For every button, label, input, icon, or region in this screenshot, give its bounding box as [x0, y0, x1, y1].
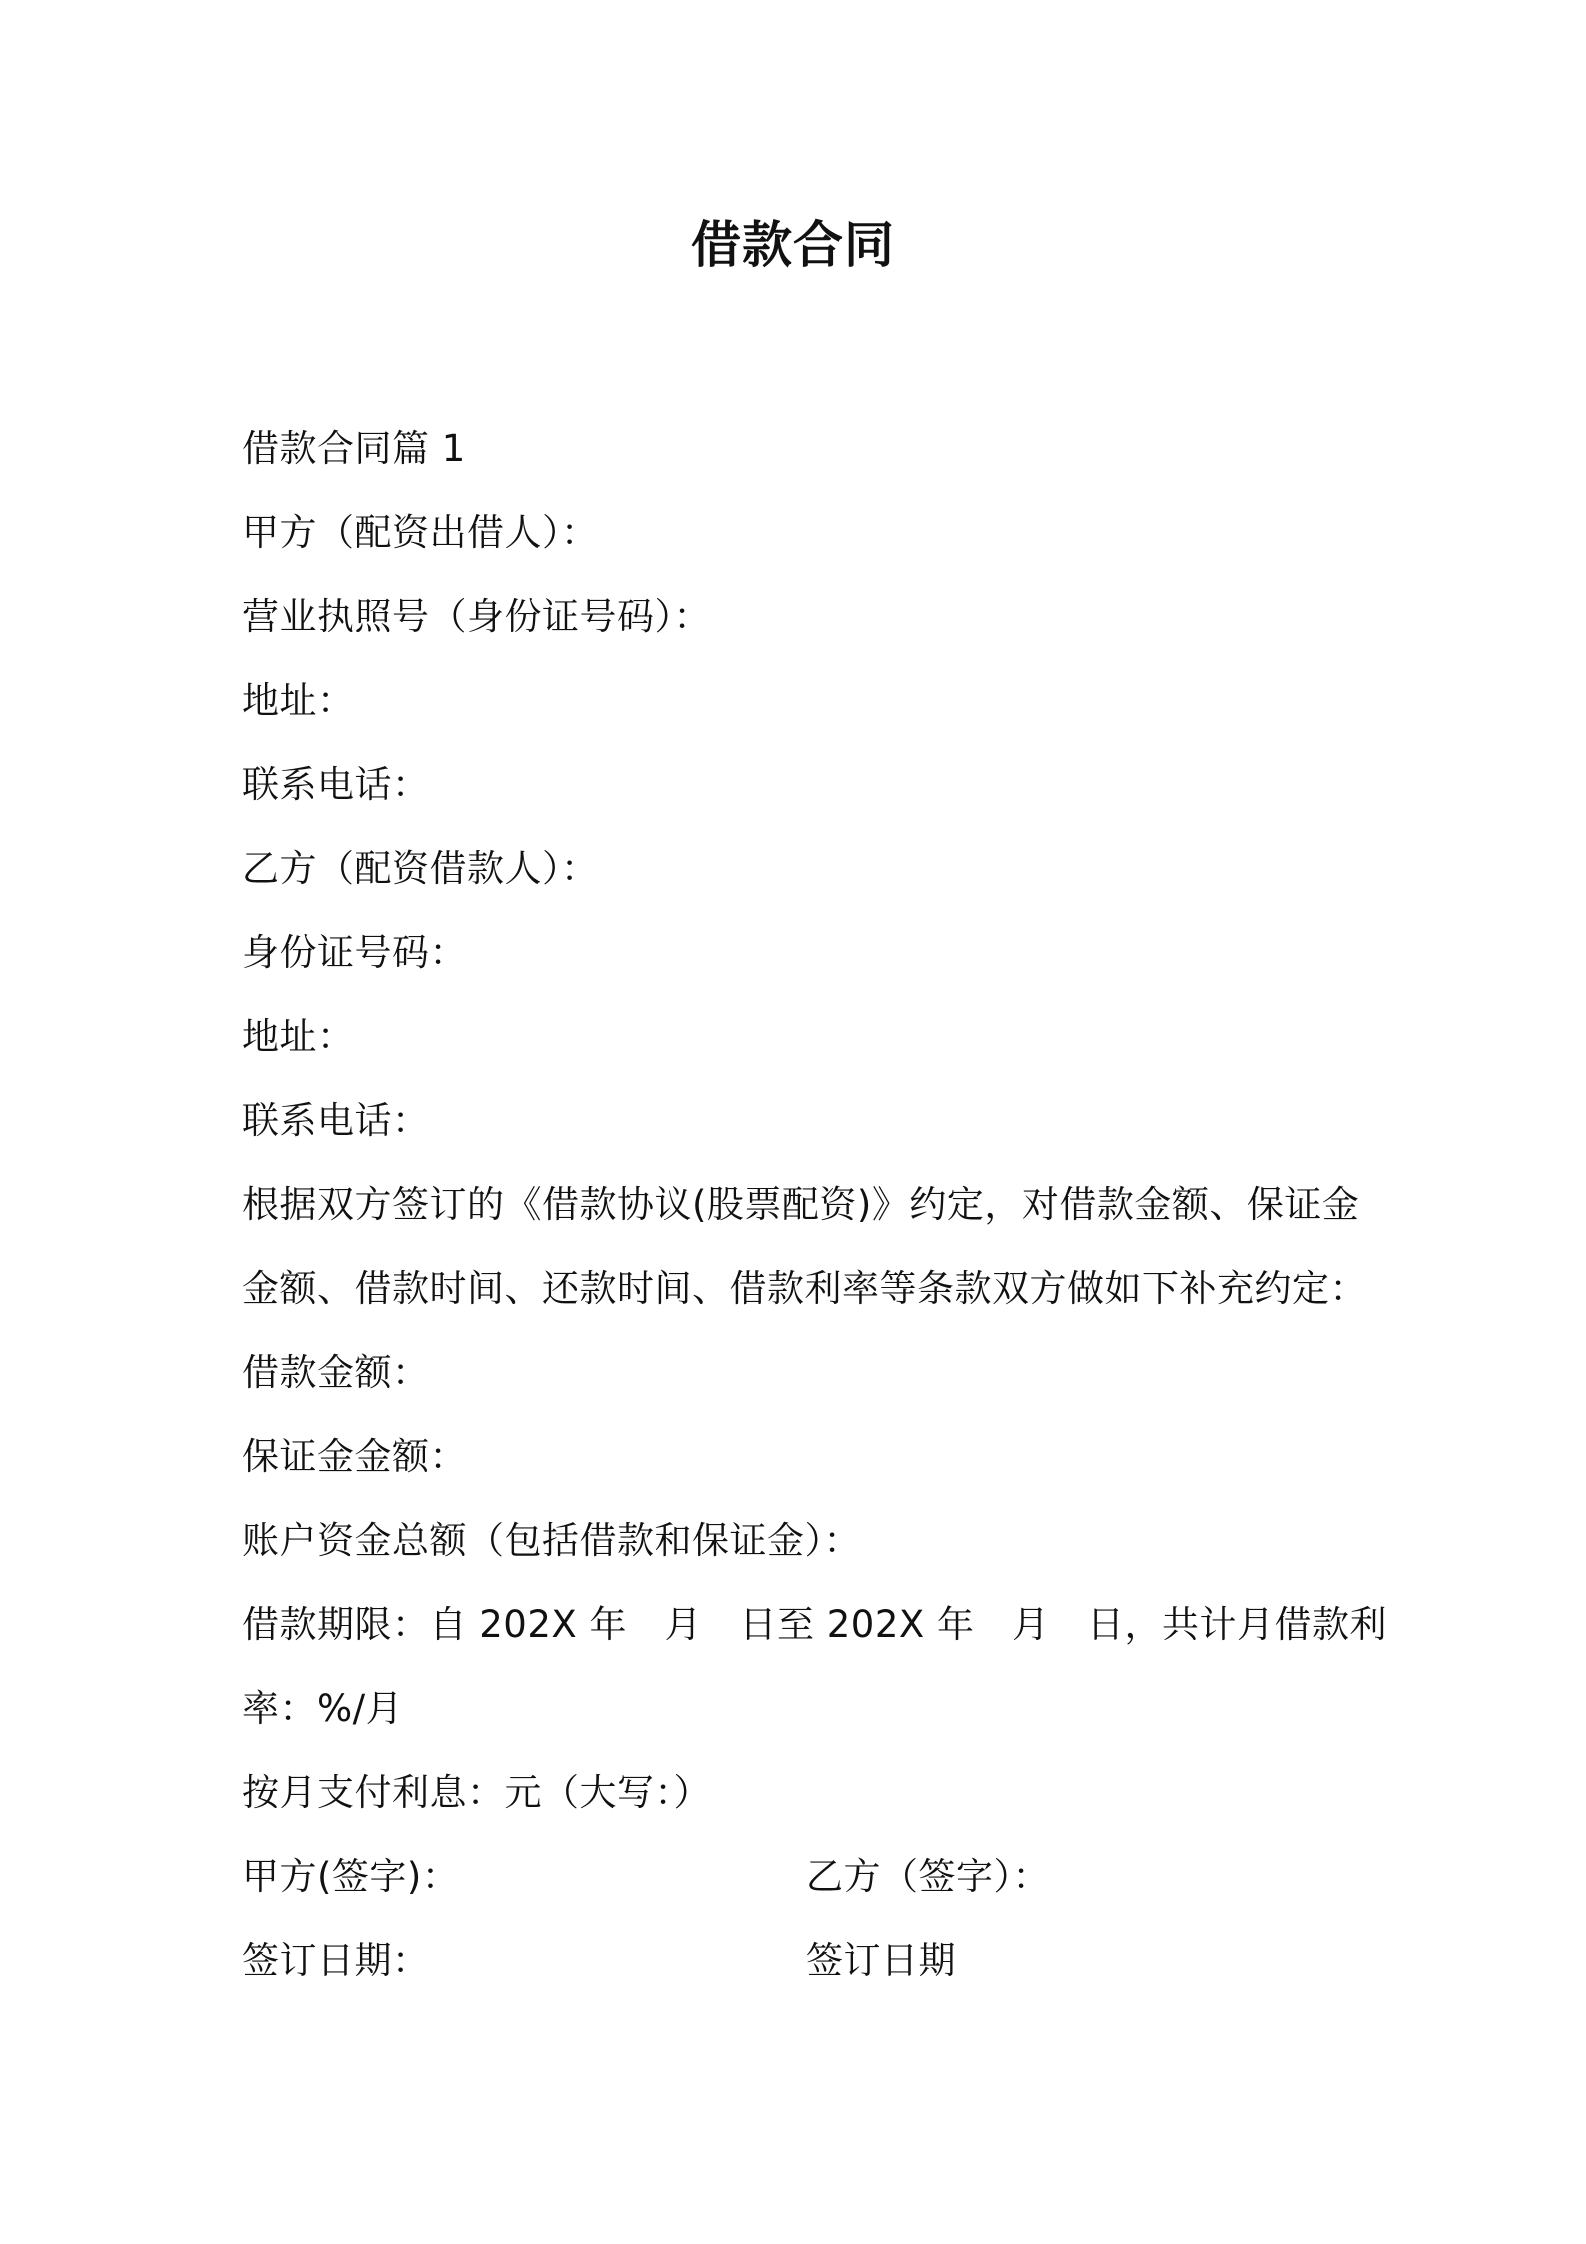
- agreement-paragraph-line-2: 金额、借款时间、还款时间、借款利率等条款双方做如下补充约定：: [242, 1267, 1367, 1310]
- party-a-signature: 甲方(签字)：: [242, 1855, 460, 1898]
- signature-row: [242, 1835, 1362, 1919]
- party-b-label: 乙方（配资借款人）：: [242, 847, 599, 890]
- loan-term-line-2: 率：%/月: [242, 1687, 404, 1730]
- party-b-signature: 乙方（签字）：: [806, 1855, 1050, 1898]
- loan-term-line-1: 借款期限：自 202X 年 月 日至 202X 年 月 日，共计月借款利: [242, 1603, 1387, 1646]
- loan-amount-field: 借款金额：: [242, 1351, 430, 1394]
- party-a-license-field: 营业执照号（身份证号码）：: [242, 595, 711, 638]
- party-a-phone-field: 联系电话：: [242, 763, 430, 806]
- party-a-label: 甲方（配资出借人）：: [242, 511, 599, 554]
- party-b-phone-field: 联系电话：: [242, 1099, 430, 1142]
- signing-date-row: [242, 1919, 1362, 2003]
- party-a-signing-date: 签订日期：: [242, 1939, 430, 1982]
- party-b-address-field: 地址：: [242, 1015, 355, 1058]
- party-b-id-field: 身份证号码：: [242, 931, 467, 974]
- document-body: [242, 407, 1387, 2003]
- document-title: 借款合同: [691, 216, 895, 274]
- party-a-address-field: 地址：: [242, 679, 355, 722]
- monthly-interest-field: 按月支付利息：元（大写：）: [242, 1771, 711, 1814]
- party-b-signing-date: 签订日期: [806, 1939, 956, 1982]
- account-total-field: 账户资金总额（包括借款和保证金）：: [242, 1519, 861, 1562]
- deposit-amount-field: 保证金金额：: [242, 1435, 467, 1478]
- section-heading: 借款合同篇 1: [242, 427, 466, 470]
- agreement-paragraph-line-1: 根据双方签订的《借款协议(股票配资)》约定，对借款金额、保证金: [242, 1183, 1360, 1226]
